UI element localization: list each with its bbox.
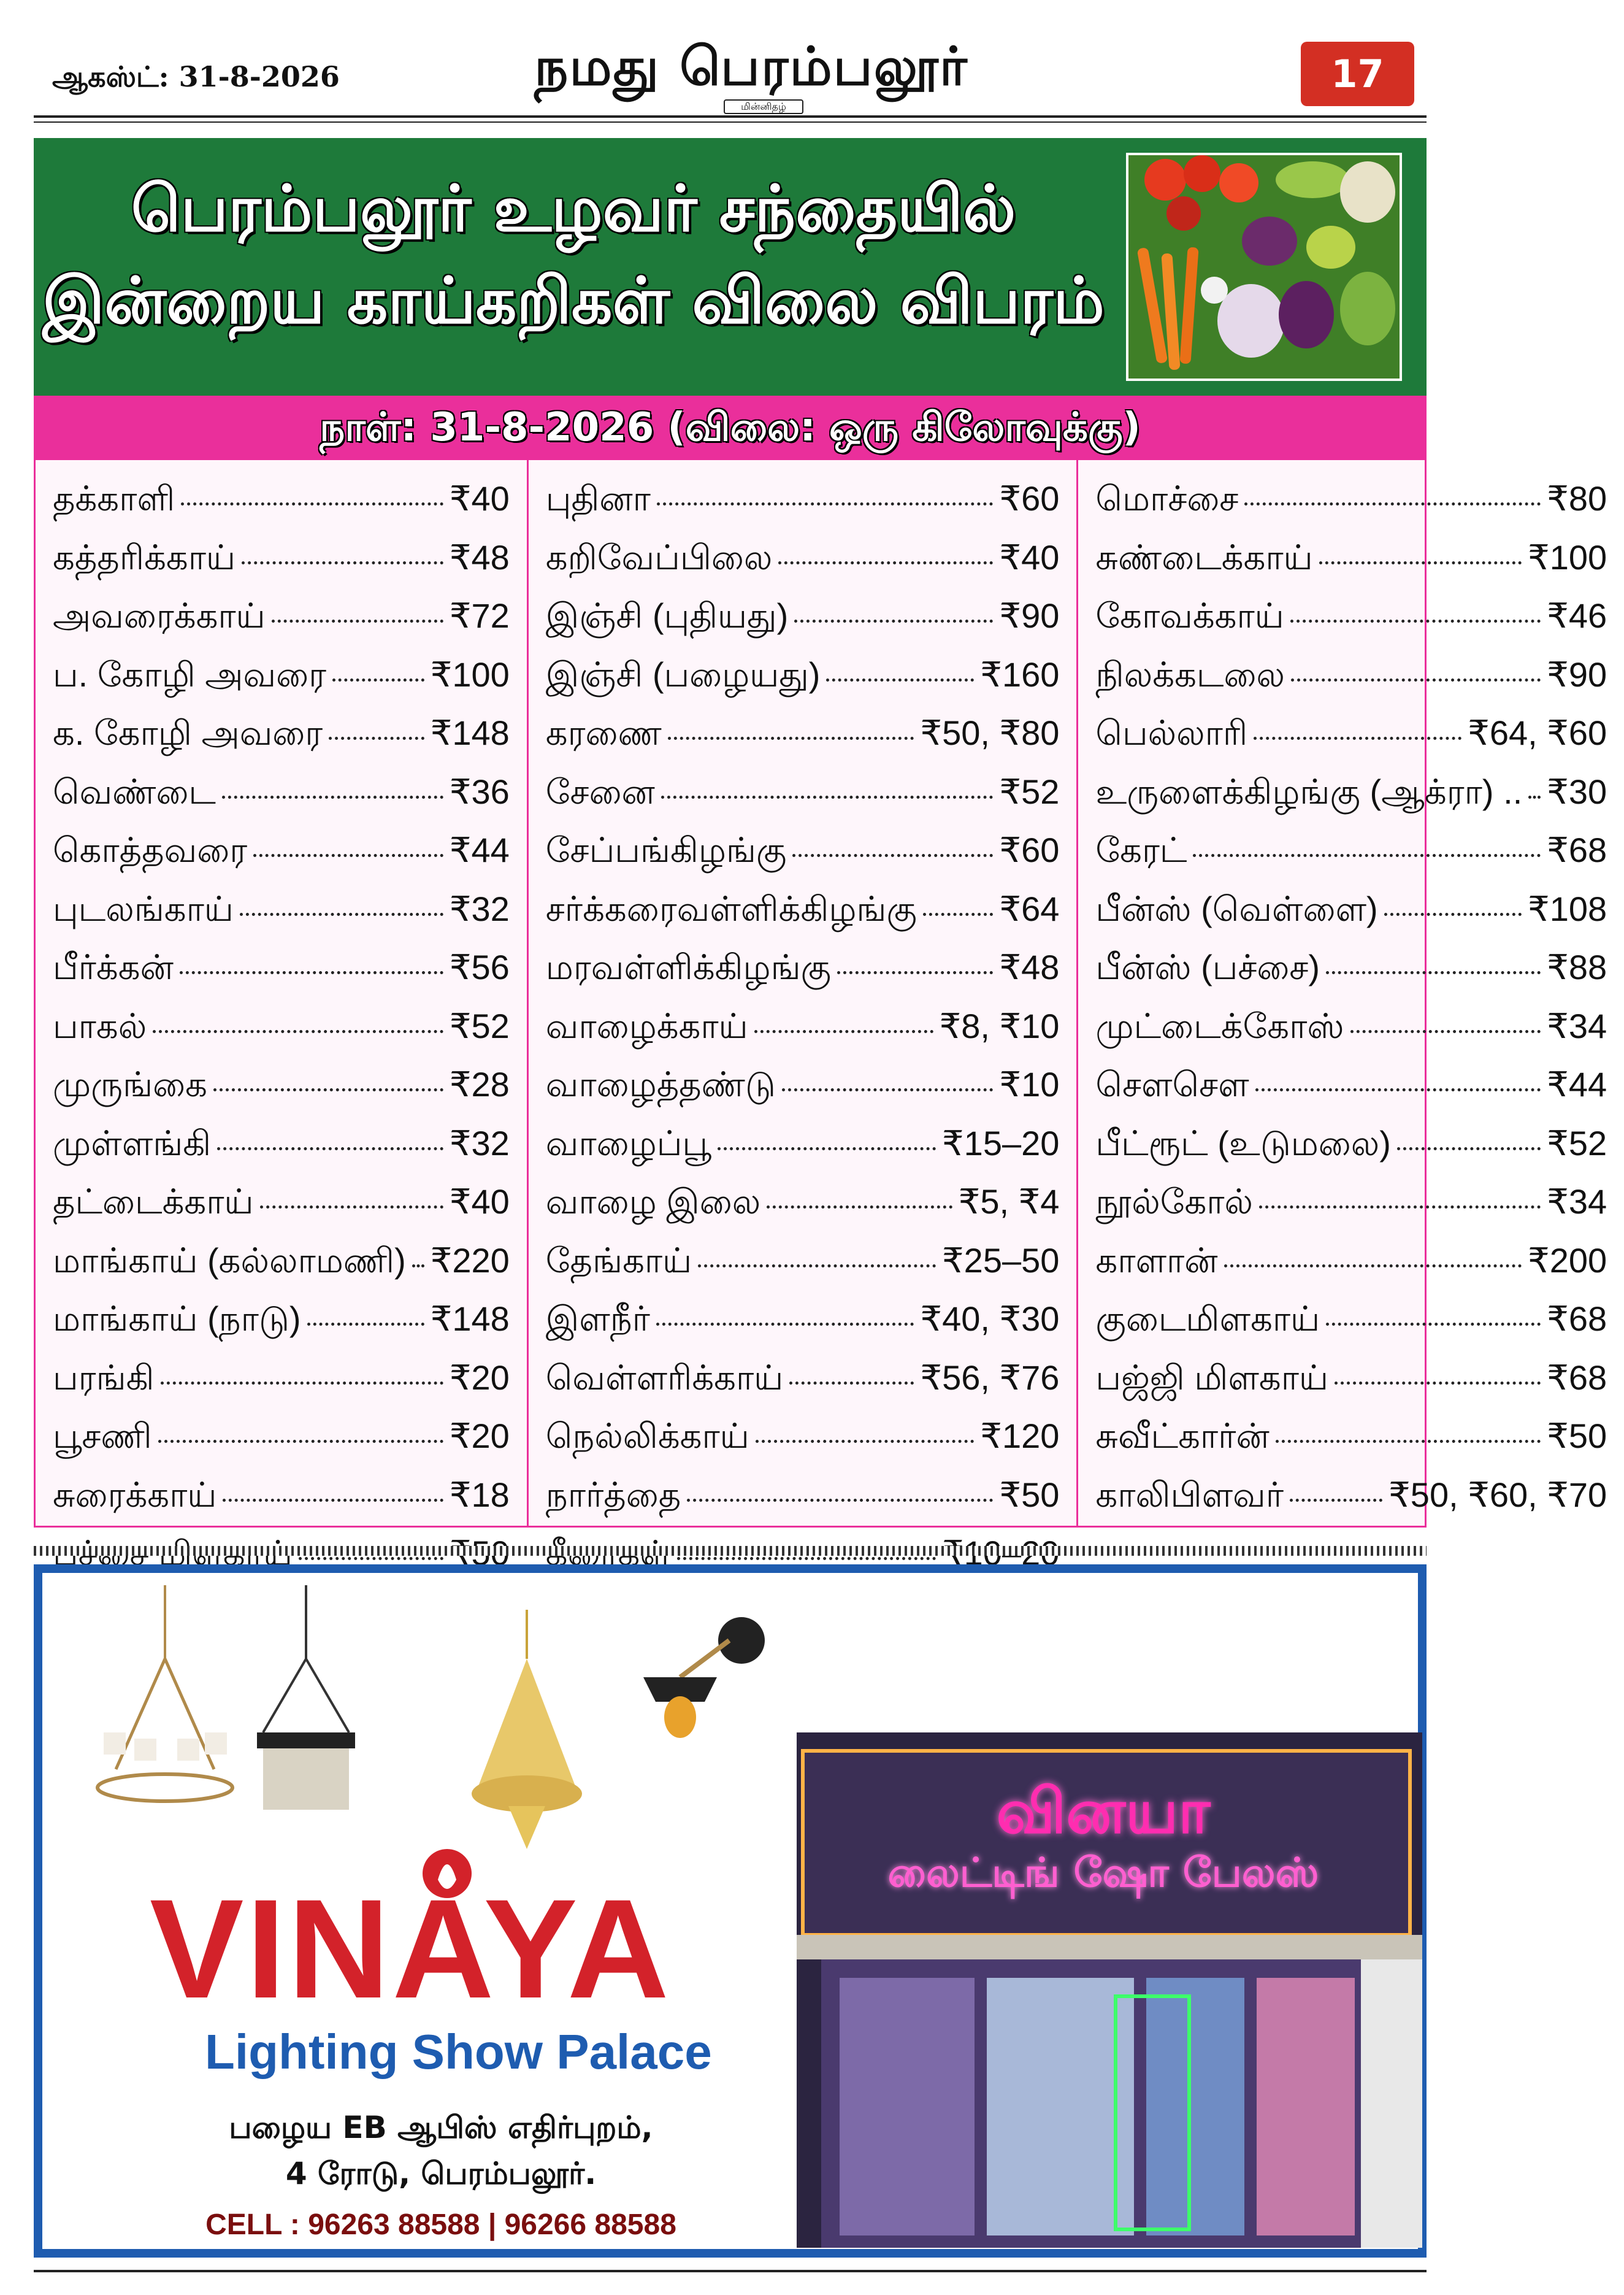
vegetable-name: கோவக்காய் [1095, 596, 1284, 635]
vegetable-price: ₹30 [1547, 772, 1607, 811]
leader-dots [272, 620, 443, 623]
vegetable-price: ₹68 [1547, 1358, 1607, 1397]
vegetable-name: வாழைப்பூ [545, 1123, 711, 1163]
vegetable-price: ₹25–50 [942, 1240, 1060, 1280]
price-row [53, 479, 510, 537]
price-row [546, 1358, 1060, 1417]
leader-dots [1319, 561, 1522, 564]
vegetables-illustration [1128, 155, 1400, 379]
vegetable-price: ₹50 [1547, 1417, 1607, 1455]
brand-tagline: Lighting Show Palace [205, 2024, 712, 2079]
contact-numbers: CELL : 96263 88588 | 96266 88588 [205, 2209, 676, 2241]
vegetable-price: ₹40 [449, 1182, 510, 1221]
leader-dots [260, 1205, 443, 1209]
price-row [53, 1358, 510, 1417]
vegetable-name: சேனை [545, 772, 655, 811]
leader-dots [299, 1557, 443, 1560]
leader-dots [668, 737, 914, 740]
leader-dots [1224, 1264, 1522, 1267]
vegetable-name: காளான் [1095, 1240, 1218, 1280]
vegetable-price: ₹148 [430, 713, 510, 752]
leader-dots [217, 1147, 443, 1150]
vegetable-name: கரணை [545, 713, 662, 752]
vegetable-price: ₹32 [449, 1123, 510, 1163]
leader-dots [661, 796, 994, 799]
vegetable-name: தக்காளி [53, 479, 175, 518]
leader-dots [1193, 854, 1541, 857]
vegetable-price: ₹108 [1528, 889, 1607, 928]
leader-dots [332, 679, 424, 682]
price-row [1095, 889, 1607, 948]
section-divider [34, 1546, 1427, 1556]
vegetable-name: பரங்கி [53, 1358, 155, 1397]
price-row [546, 1416, 1060, 1475]
price-row [546, 1064, 1060, 1123]
vegetable-name: இளநீர் [545, 1299, 650, 1338]
price-row [546, 830, 1060, 889]
price-row [53, 1006, 510, 1065]
price-row [53, 889, 510, 948]
leader-dots [656, 1323, 914, 1326]
vegetable-price: ₹64, ₹60 [1468, 713, 1607, 752]
leader-dots [1350, 1030, 1541, 1033]
leader-dots [754, 1030, 933, 1033]
price-row [1095, 655, 1607, 713]
leader-dots [329, 737, 424, 740]
vegetable-price: ₹18 [449, 1475, 510, 1514]
vegetable-name: இஞ்சி (புதியது) [545, 596, 789, 635]
vegetable-price: ₹52 [999, 772, 1060, 811]
price-row [546, 1475, 1060, 1534]
price-row [546, 1006, 1060, 1065]
vegetable-price: ₹52 [449, 1006, 510, 1045]
price-row [53, 596, 510, 655]
paper-name: நமது பெரம்பலூர் [534, 36, 968, 98]
vegetable-name: வாழை இலை [545, 1182, 761, 1221]
vegetable-price: ₹68 [1547, 831, 1607, 869]
vegetable-name: அவரைக்காய் [53, 596, 266, 635]
leader-dots [767, 1205, 952, 1209]
price-row [546, 947, 1060, 1006]
leader-dots [153, 1030, 443, 1033]
vegetable-price: ₹90 [1547, 655, 1607, 694]
vegetable-name: மாங்காய் (நாடு) [53, 1299, 301, 1338]
price-row [1095, 830, 1607, 889]
leader-dots [222, 796, 443, 799]
vegetable-name: நார்த்தை [545, 1475, 681, 1514]
vegetable-name: பெல்லாரி [1095, 713, 1248, 752]
footer-rule [34, 2270, 1427, 2272]
vegetable-price: ₹50 [999, 1475, 1060, 1514]
price-row [546, 1299, 1060, 1358]
price-row [546, 596, 1060, 655]
page-header [34, 25, 1427, 117]
vegetable-price: ₹56, ₹76 [920, 1358, 1060, 1397]
vegetable-name: முள்ளங்கி [53, 1123, 212, 1163]
vegetable-price: ₹34 [1547, 1182, 1607, 1221]
vegetable-price: ₹52 [1547, 1123, 1607, 1163]
vegetable-name: மொச்சை [1095, 479, 1239, 518]
price-row [53, 1064, 510, 1123]
vegetable-name: நெல்லிக்காய் [545, 1417, 749, 1455]
vegetable-price: ₹56 [449, 948, 510, 986]
vegetable-name: முருங்கை [53, 1065, 207, 1104]
price-row [1095, 1299, 1607, 1358]
vegetable-price: ₹36 [449, 772, 510, 811]
vegetable-name: ப. கோழி அவரை [53, 655, 327, 694]
vegetable-name: தேங்காய் [545, 1240, 692, 1280]
advertisement [34, 1564, 1427, 2258]
price-row [1095, 1006, 1607, 1065]
leader-dots [698, 1264, 936, 1267]
vegetable-price: ₹15–20 [942, 1123, 1060, 1163]
shop-photo [797, 1732, 1422, 2248]
vegetable-price: ₹60 [999, 831, 1060, 869]
price-column-3 [1078, 460, 1624, 1526]
leader-dots [718, 1147, 936, 1150]
leader-dots [242, 561, 443, 564]
vegetable-name: நூல்கோல் [1095, 1182, 1253, 1221]
leader-dots [1254, 737, 1461, 740]
leader-dots [1290, 620, 1541, 623]
price-column-1 [36, 460, 529, 1526]
price-row [53, 655, 510, 713]
address-line-2: 4 ரோடு, பெரம்பலூர். [285, 2156, 597, 2191]
price-row [546, 772, 1060, 831]
paper-sub-label: மின்னிதழ் [724, 99, 803, 114]
vegetable-price: ₹72 [449, 596, 510, 635]
shop-sign-line-2: லைட்டிங் ஷோ பேலஸ் [887, 1849, 1319, 1896]
leader-dots [180, 971, 443, 974]
chandeliers-illustration [79, 1585, 876, 1904]
leader-dots [677, 1557, 936, 1560]
vegetable-price: ₹160 [980, 655, 1060, 694]
price-row [53, 1475, 510, 1534]
vegetable-price: ₹90 [999, 596, 1060, 635]
vegetable-name: சர்க்கரைவள்ளிக்கிழங்கு [545, 889, 917, 928]
vegetable-price: ₹10 [999, 1065, 1060, 1104]
vegetable-name: பீர்க்கன் [53, 948, 174, 986]
leader-dots [657, 502, 994, 506]
address-line-1: பழைய EB ஆபிஸ் எதிர்புறம், [229, 2110, 653, 2145]
price-row [546, 537, 1060, 596]
vegetable-name: மாங்காய் (கல்லாமணி) [53, 1240, 406, 1280]
vegetable-price: ₹40 [449, 479, 510, 518]
vegetable-name: பாகல் [53, 1006, 147, 1045]
brand-name: VINAYA [150, 1870, 672, 2028]
leader-dots [1244, 502, 1541, 506]
leader-dots [687, 1499, 993, 1502]
vegetable-name: வாழைக்காய் [545, 1006, 748, 1045]
leader-dots [223, 1499, 443, 1502]
price-row [53, 947, 510, 1006]
vegetable-name: சுண்டைக்காய் [1095, 537, 1313, 577]
vegetable-price: ₹148 [430, 1299, 510, 1338]
date-band: நாள்: 31-8-2026 (விலை: ஒரு கிலோவுக்கு) [34, 396, 1427, 460]
vegetable-name: க. கோழி அவரை [53, 713, 323, 752]
page-number-badge: 17 [1301, 42, 1414, 106]
price-row [546, 1123, 1060, 1182]
price-row [53, 1299, 510, 1358]
leader-dots [826, 679, 974, 682]
leader-dots [837, 971, 993, 974]
vegetable-price: ₹120 [980, 1417, 1060, 1455]
price-row [546, 713, 1060, 772]
vegetable-price: ₹44 [1547, 1065, 1607, 1104]
vegetable-name: சௌசௌ [1095, 1065, 1249, 1104]
banner-title-line1: பெரம்பலூர் உழவர் சந்தையில் [131, 171, 1016, 246]
vegetable-name: நிலக்கடலை [1095, 655, 1285, 694]
vegetable-price: ₹46 [1547, 596, 1607, 635]
vegetable-price: ₹44 [449, 831, 510, 869]
vegetable-name: பஜ்ஜி மிளகாய் [1095, 1358, 1329, 1397]
vegetable-price: ₹100 [1528, 537, 1607, 577]
vegetable-name: கொத்தவரை [53, 831, 248, 869]
vegetable-name: கறிவேப்பிலை [545, 537, 773, 577]
leader-dots [161, 1382, 443, 1385]
vegetable-price: ₹40 [999, 537, 1060, 577]
leader-dots [1290, 1499, 1382, 1502]
vegetable-name: சுரைக்காய் [53, 1475, 217, 1514]
vegetable-name: பீன்ஸ் (பச்சை) [1095, 948, 1320, 986]
vegetable-name: கத்தரிக்காய் [53, 537, 236, 577]
leader-dots [1397, 1147, 1541, 1150]
leader-dots [181, 502, 443, 506]
vegetable-name: வாழைத்தண்டு [545, 1065, 776, 1104]
price-row [546, 1182, 1060, 1240]
leader-dots [1259, 1205, 1541, 1209]
leader-dots [1384, 913, 1522, 916]
leader-dots [794, 620, 993, 623]
price-row [53, 713, 510, 772]
price-row [53, 1240, 510, 1299]
vegetable-price: ₹32 [449, 889, 510, 928]
vegetable-name: வெண்டை [53, 772, 216, 811]
vegetable-name: கேரட் [1095, 831, 1187, 869]
leader-dots [792, 854, 993, 857]
vegetable-name: தட்டைக்காய் [53, 1182, 254, 1221]
price-row [1095, 596, 1607, 655]
vegetable-name: காலிபிளவர் [1095, 1475, 1284, 1514]
price-row [546, 655, 1060, 713]
issue-date: ஆகஸ்ட்: 31-8-2026 [52, 60, 340, 93]
price-row [1095, 1240, 1607, 1299]
price-row [53, 1123, 510, 1182]
vegetable-name: மரவள்ளிக்கிழங்கு [545, 948, 832, 986]
vegetable-name: முட்டைக்கோஸ் [1095, 1006, 1344, 1045]
vegetable-price: ₹220 [430, 1240, 510, 1280]
price-row [1095, 1475, 1607, 1534]
vegetable-price: ₹48 [999, 948, 1060, 986]
vegetable-name: பீட்ரூட் (உடுமலை) [1095, 1123, 1391, 1163]
price-row [1095, 1416, 1607, 1475]
vegetable-name: வெள்ளரிக்காய் [545, 1358, 784, 1397]
leader-dots [1335, 1382, 1541, 1385]
vegetable-price: ₹8, ₹10 [939, 1006, 1060, 1045]
price-row [1095, 537, 1607, 596]
leader-dots [307, 1323, 424, 1326]
price-row [1095, 479, 1607, 537]
title-banner [34, 138, 1427, 396]
vegetable-name: புதினா [545, 479, 651, 518]
vegetable-price: ₹200 [1528, 1240, 1607, 1280]
price-row [1095, 713, 1607, 772]
leader-dots [1276, 1440, 1541, 1443]
price-row [53, 537, 510, 596]
price-row [1095, 947, 1607, 1006]
leader-dots [253, 854, 443, 857]
leader-dots [240, 913, 443, 916]
vegetable-name: புடலங்காய் [53, 889, 234, 928]
vegetable-name: உருளைக்கிழங்கு (ஆக்ரா) .. [1095, 772, 1523, 811]
leader-dots [1326, 1323, 1541, 1326]
banner-title [34, 163, 1113, 347]
price-row [1095, 1358, 1607, 1417]
vegetable-price: ₹40, ₹30 [920, 1299, 1060, 1338]
vegetable-price: ₹5, ₹4 [958, 1182, 1060, 1221]
leader-dots [789, 1382, 914, 1385]
vegetable-name: பீன்ஸ் (வெள்ளை) [1095, 889, 1378, 928]
price-row [53, 772, 510, 831]
price-row [53, 1416, 510, 1475]
vegetable-name: சுவீட்கார்ன் [1095, 1417, 1270, 1455]
leader-dots [158, 1440, 443, 1443]
leader-dots [1326, 971, 1541, 974]
price-row [1095, 1182, 1607, 1240]
vegetable-name: இஞ்சி (பழையது) [545, 655, 821, 694]
price-row [546, 479, 1060, 537]
vegetable-price: ₹64 [999, 889, 1060, 928]
price-row [1095, 1123, 1607, 1182]
leader-dots [1291, 679, 1541, 682]
price-row [546, 1240, 1060, 1299]
leader-dots [756, 1440, 975, 1443]
leader-dots [412, 1264, 424, 1267]
vegetable-price: ₹48 [449, 537, 510, 577]
vegetable-name: குடைமிளகாய் [1095, 1299, 1320, 1338]
vegetable-price: ₹60 [999, 479, 1060, 518]
price-row [53, 830, 510, 889]
leader-dots [213, 1088, 443, 1091]
price-row [53, 1182, 510, 1240]
vegetable-price: ₹68 [1547, 1299, 1607, 1338]
vegetable-price: ₹100 [430, 655, 510, 694]
vegetable-price: ₹20 [449, 1358, 510, 1397]
vegetable-price: ₹28 [449, 1065, 510, 1104]
price-column-2 [529, 460, 1079, 1526]
vegetable-price: ₹80 [1547, 479, 1607, 518]
price-table [34, 460, 1607, 1528]
price-row [1095, 772, 1607, 831]
shop-sign-line-1: வினயா [996, 1775, 1211, 1847]
banner-title-line2: இன்றைய காய்கறிகள் விலை விபரம் [42, 263, 1105, 338]
header-rule [34, 115, 1427, 118]
vegetable-price: ₹20 [449, 1417, 510, 1455]
leader-dots [782, 1088, 994, 1091]
price-row [546, 889, 1060, 948]
header-rule-thin [34, 121, 1427, 123]
vegetable-name: பூசணி [53, 1417, 152, 1455]
vegetables-photo [1126, 153, 1402, 381]
vegetable-name: சேப்பங்கிழங்கு [545, 831, 787, 869]
vegetable-price: ₹88 [1547, 948, 1607, 986]
leader-dots [1255, 1088, 1541, 1091]
leader-dots [923, 913, 994, 916]
vegetable-price: ₹50, ₹80 [920, 713, 1060, 752]
leader-dots [778, 561, 993, 564]
price-row [1095, 1064, 1607, 1123]
leader-dots [1528, 796, 1541, 799]
vegetable-price: ₹50, ₹60, ₹70 [1388, 1475, 1607, 1514]
vegetable-price: ₹34 [1547, 1006, 1607, 1045]
